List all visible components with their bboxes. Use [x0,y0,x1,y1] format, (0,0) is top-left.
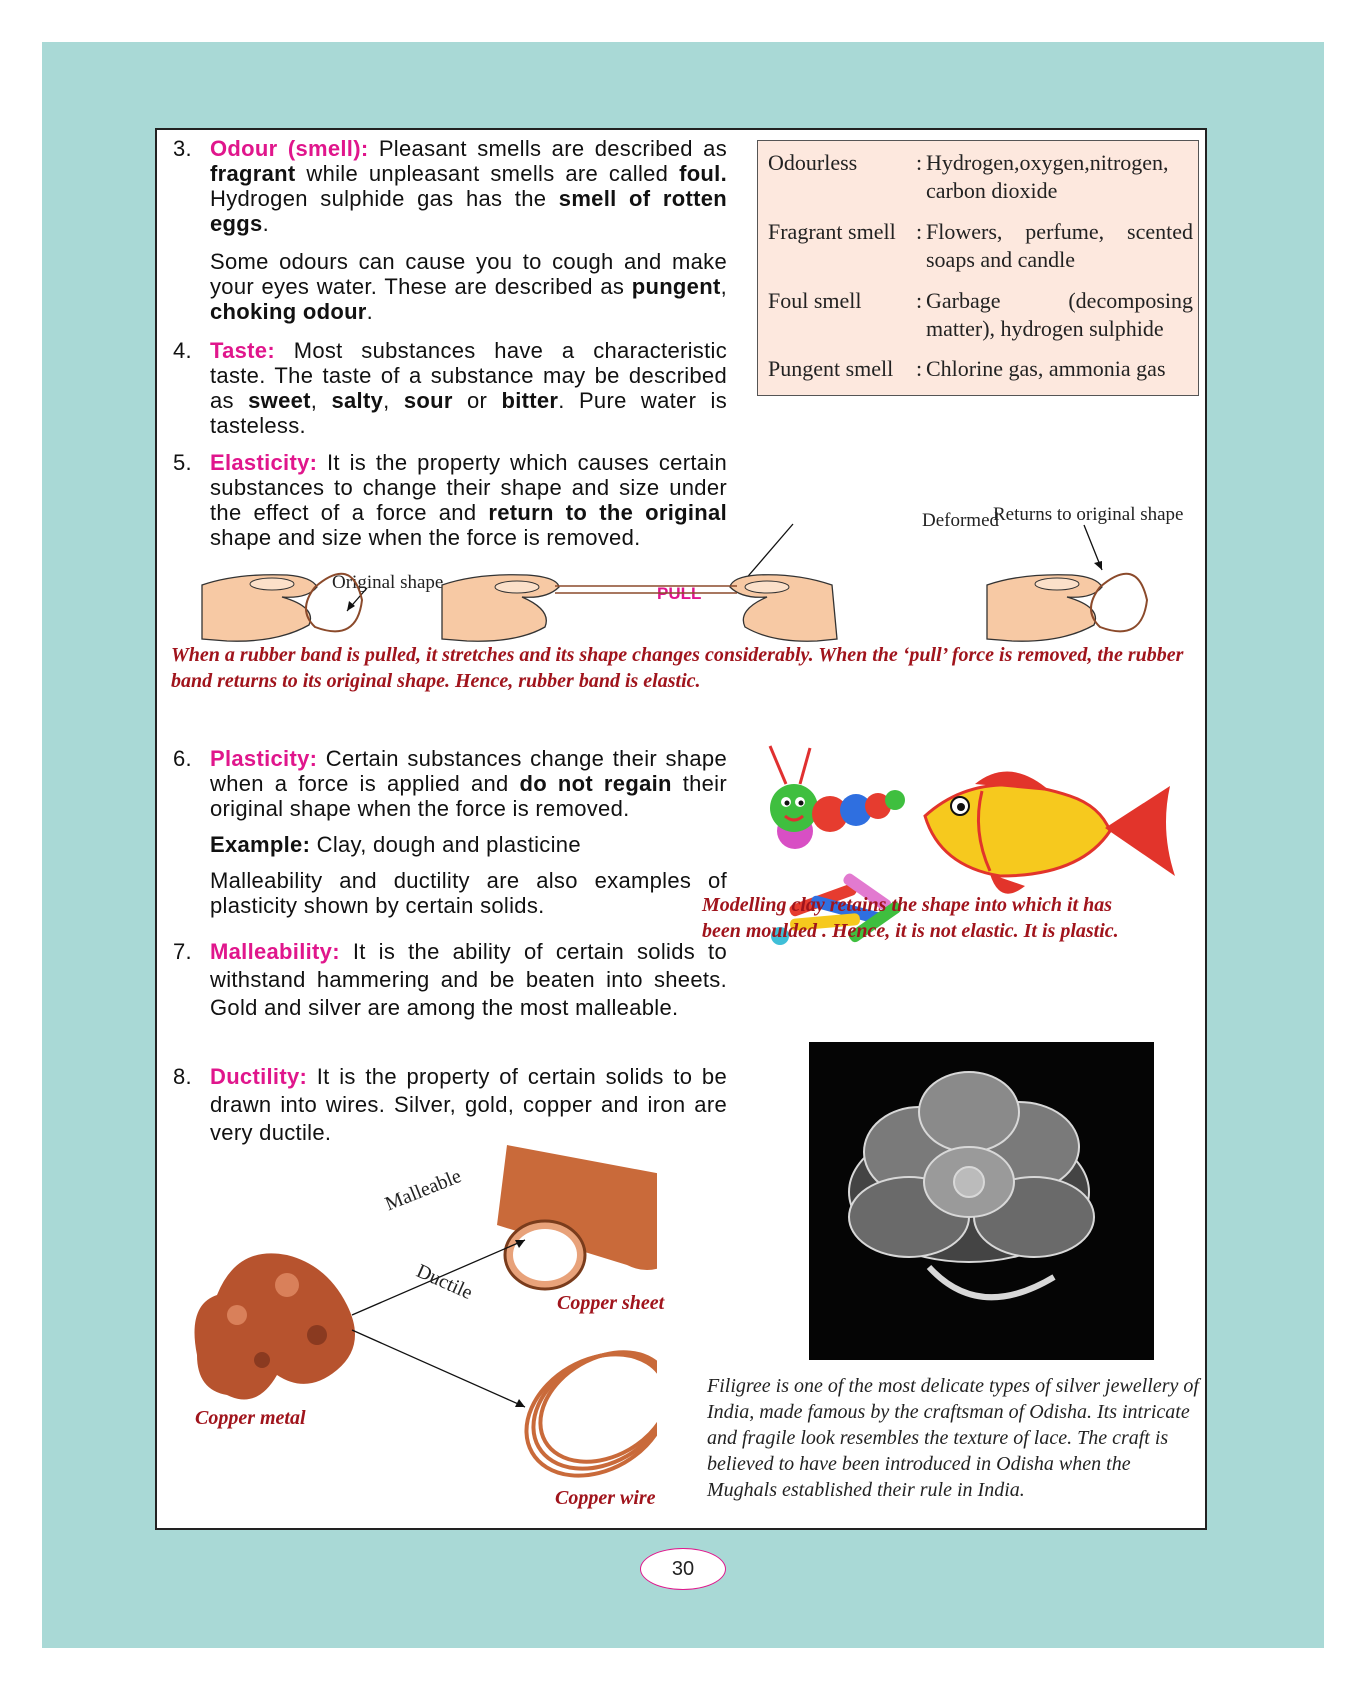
bold-text: sour [403,388,453,413]
rubber-band-illustration [197,515,1197,655]
row-colon: : [916,288,923,313]
malleable-label: Malleable [382,1165,465,1216]
text: , [383,388,404,413]
copper-sheet-label: Copper sheet [557,1292,665,1314]
filigree-caption: Filigree is one of the most delicate types of silver jewellery of India, made famous by the craftsman of Odisha. Its intricate and fragile look resembles the texture of lace. The craft is believed to have been introduced in Odisha when the Mughals established their rule in India. [707,1375,1199,1501]
ductility-paragraph [210,1063,727,1147]
odour-paragraph [210,136,727,236]
clay-caterpillar [770,746,905,849]
item-number: 5. [173,450,192,475]
plasticity-example [210,832,727,857]
text: Clay, dough and plasticine [310,832,581,857]
row-key: Fragrant smell [768,219,896,244]
text: Hydrogen sulphide gas has the [210,186,559,211]
plasticity-paragraph [210,746,727,821]
hand-right-returned [987,574,1147,641]
rubber-band-caption: When a rubber band is pulled, it stretches and its shape changes considerably. When the ‘pull’ force is removed, the rubber band returns to its original shape. Hence, rubber band is elastic. [171,644,1184,692]
bold-text: do not regain [519,771,672,796]
row-value: Garbage (decomposing matter), hydrogen sulphide [926,288,1193,341]
text: Certain substances change their shape when a force is applied and [210,746,727,796]
malleability-heading: Malleability: [210,939,340,964]
arrow-head [1094,561,1102,570]
item-number: 3. [173,136,192,161]
text: Most substances have a characteristic taste. The taste of a substance may be described as [210,338,727,413]
taste-heading: Taste: [210,338,275,363]
text: , [310,388,332,413]
text: their original shape when the force is removed. [210,771,727,821]
clay-fish [925,772,1175,894]
row-colon: : [916,356,923,381]
row-value: Flowers, perfume, scented soaps and candle [926,219,1193,272]
bold-text: foul. [679,161,727,186]
elasticity-heading: Elasticity: [210,450,318,475]
copper-metal-image [195,1253,356,1399]
odour-heading: Odour (smell): [210,136,369,161]
row-key: Pungent smell [768,356,894,381]
clay-caption: Modelling clay retains the shape into which it has been moulded . Hence, it is not elastic. It is plastic. [702,894,1119,942]
text: It is the ability of certain solids to withstand hammering and be beaten into sheets. Gold and silver are among the most malleable. [210,939,727,1020]
item-number: 7. [173,939,192,964]
row-colon: : [916,219,923,244]
original-shape-label: Original shape [332,572,444,593]
pull-label: PULL [657,584,702,603]
taste-paragraph [210,338,727,438]
item-number: 6. [173,746,192,771]
hand-left-original [202,574,362,641]
bold-text: sweet [248,388,311,413]
odour-table-row [768,218,1193,274]
copper-wire-label: Copper wire [555,1487,656,1509]
bold-text: pungent [631,274,721,299]
bold-text: return to the original [488,500,727,525]
bold-text: Example: [210,832,311,857]
plasticity-paragraph-3 [210,868,727,918]
bold-text: salty [331,388,384,413]
odour-paragraph-2 [210,249,727,324]
bold-text: smell of rotten eggs [210,186,727,236]
row-colon: : [916,150,923,175]
ductile-label: Ductile [413,1260,476,1305]
text: It is the property which causes certain substances to change their shape and size under the effect of a force and [210,450,727,525]
text: while unpleasant smells are called [295,161,680,186]
odour-table-row [768,149,1193,205]
ductility-heading: Ductility: [210,1064,308,1089]
hands-stretched [442,575,837,642]
filigree-jewellery-image [809,1042,1154,1360]
copper-sheet-image [497,1145,657,1289]
bold-text: bitter [501,388,559,413]
copper-wire-image [505,1330,657,1495]
odour-table-row [768,287,1193,343]
row-key: Odourless [768,150,858,175]
deformed-label: Deformed [922,510,1000,531]
text: Malleability and ductility are also examples of plasticity shown by certain solids. [210,868,727,918]
row-value: Hydrogen,oxygen,nitrogen, carbon dioxide [926,150,1169,203]
text: . [262,211,269,236]
text: Pleasant smells are described as [368,136,727,161]
ductile-arrow [352,1330,525,1407]
odour-table-row [768,355,1193,383]
text: or [452,388,502,413]
content-page [155,128,1207,1530]
text: shape and size when the force is removed. [210,525,641,550]
row-value: Chlorine gas, ammonia gas [926,356,1166,381]
text: Some odours can cause you to cough and make your eyes water. These are described as [210,249,727,299]
malleability-paragraph [210,938,727,1022]
returns-label: Returns to original shape [993,504,1184,525]
text: . Pure water is tasteless. [210,388,727,438]
text: It is the property of certain solids to be drawn into wires. Silver, gold, copper and iron are very ductile. [210,1064,727,1145]
item-number: 4. [173,338,192,363]
plasticity-heading: Plasticity: [210,746,318,771]
odour-table [757,140,1199,396]
bold-text: fragrant [210,161,296,186]
copper-metal-label: Copper metal [195,1407,306,1429]
row-key: Foul smell [768,288,862,313]
item-number: 8. [173,1064,192,1089]
text: , [720,274,727,299]
page-number: 30 [640,1548,726,1590]
bold-text: choking odour [210,299,367,324]
text: . [366,299,374,324]
